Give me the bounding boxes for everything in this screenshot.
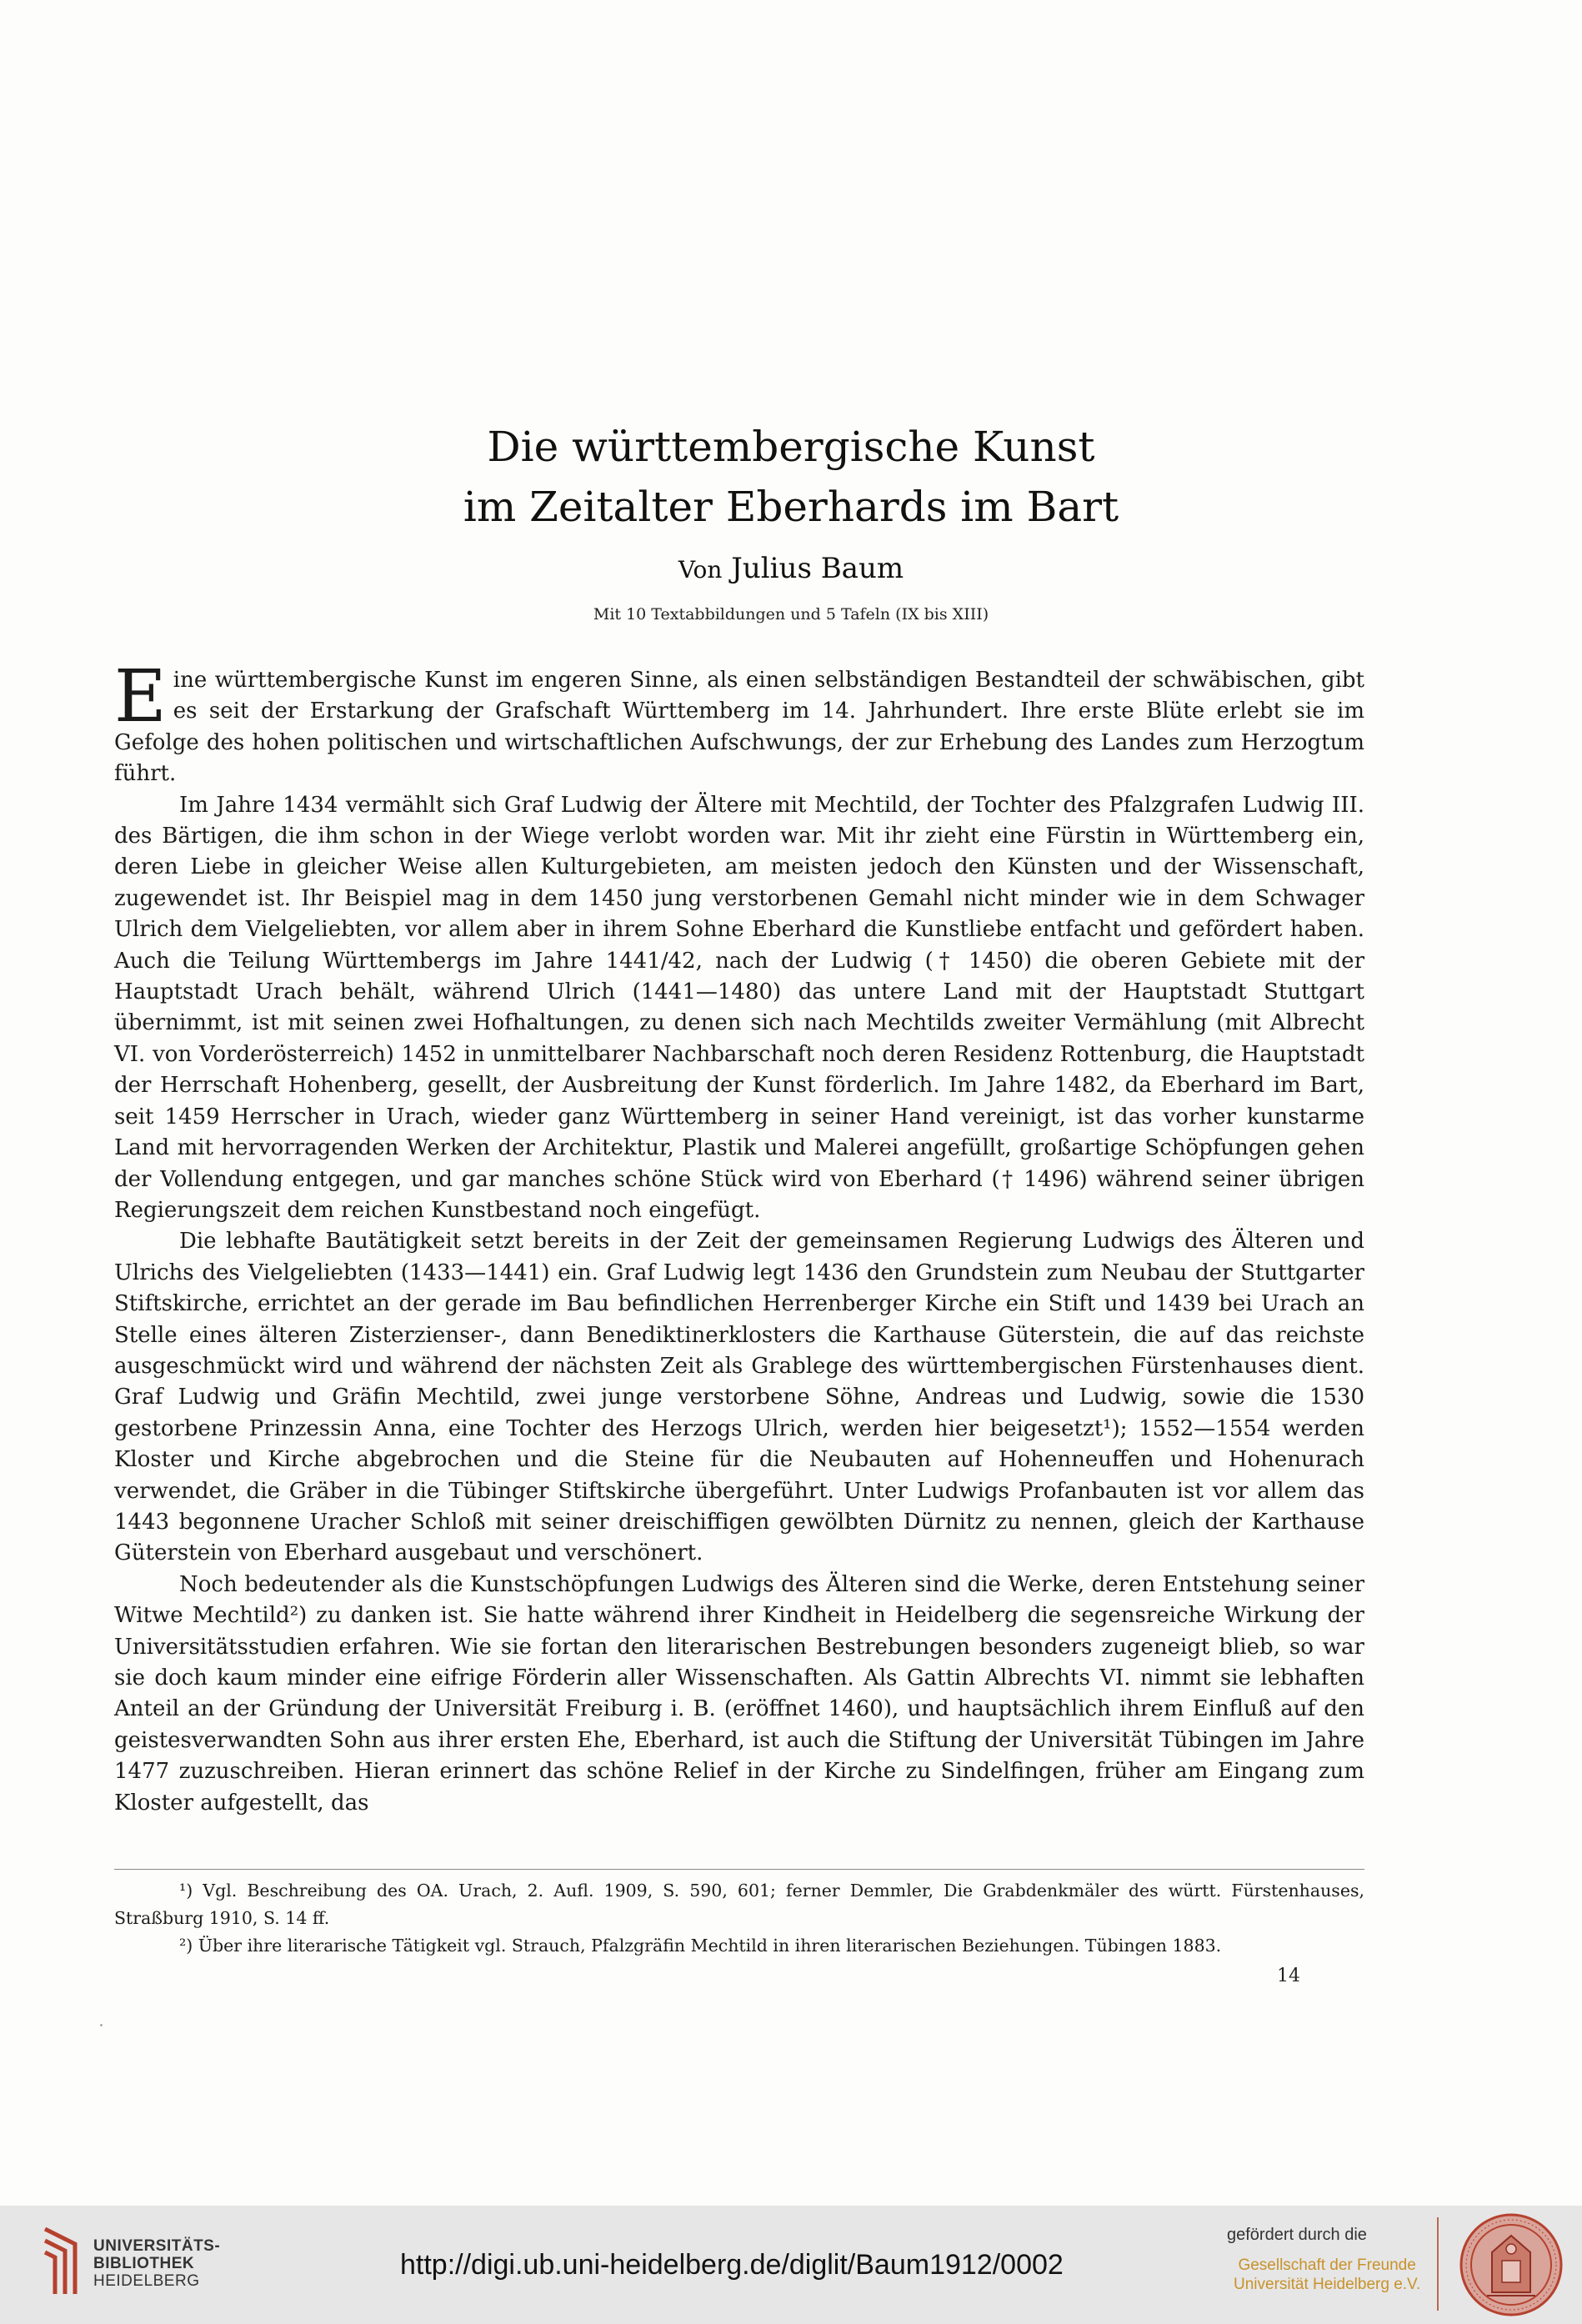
paragraph-1 <box>114 655 1364 790</box>
paragraph-4: Noch bedeutender als die Kunstschöpfungen Ludwigs des Älteren sind die Werke, deren Entstehung seiner Witwe Mechtild²) zu danken ist. Sie hatte während ihrer Kindheit in Heidelberg die segensreiche Wirkung der Universitätsstudien erfahren. Wie sie fortan den literarischen Bestrebungen besonders zugeneigt blieb, so war sie doch kaum minder eine eifrige Förderin aller Wissenschaften. Als Gattin Albrechts VI. nimmt sie lebhaften Anteil an der Gründung der Universität Freiburg i. B. (eröffnet 1460), und hauptsächlich ihrem Einfluß auf den geistesverwandten Sohn aus ihrer ersten Ehe, Eberhard, ist auch die Stiftung der Universität Tübingen im Jahre 1477 zuzuschreiben. Hieran erinnert das schöne Relief in der Kirche zu Sindelfingen, früher am Eingang zum Kloster aufgestellt, das <box>114 1571 1364 1816</box>
paragraph-1-text: ine württembergische Kunst im engeren Sinne, als einen selbständigen Bestandteil der schwäbischen, gibt es seit der Erstarkung der Grafschaft Württemberg im 14. Jahrhundert. Ihre erste Blüte erlebt sie im Gefolge des hohen politischen und wirtschaftlichen Aufschwungs, der zur Erhebung des Landes zum Herzogtum führt. <box>114 668 1364 787</box>
footnote-2: ²) Über ihre literarische Tätigkeit vgl. Strauch, Pfalzgräfin Mechtild in ihren literarischen Beziehungen. Tübingen 1883. <box>179 1936 1222 1956</box>
author-prefix: Von <box>678 556 723 584</box>
permalink-link[interactable]: http://digi.ub.uni-heidelberg.de/diglit/Baum1912/0002 <box>400 2249 1064 2281</box>
author-name: Julius Baum <box>731 552 904 585</box>
library-logo-icon[interactable] <box>40 2226 80 2297</box>
footnote-rule <box>114 1869 1364 1870</box>
sponsor-line-2: Universität Heidelberg e.V. <box>1234 2276 1421 2293</box>
library-line-1: UNIVERSITÄTS- <box>93 2237 221 2255</box>
viewer-footer <box>0 2206 1582 2324</box>
library-line-3: HEIDELBERG <box>93 2272 200 2290</box>
title-line-2: im Zeitalter Eberhards im Bart <box>463 483 1119 531</box>
university-seal-icon[interactable] <box>1459 2212 1564 2317</box>
scan-speck <box>100 2024 103 2026</box>
article-subtitle: Mit 10 Textabbildungen und 5 Tafeln (IX bis XIII) <box>593 605 989 624</box>
paragraph-2: Im Jahre 1434 vermählt sich Graf Ludwig der Ältere mit Mechtild, der Tochter des Pfalzgrafen Ludwig III. des Bärtigen, die ihm schon in der Wiege verlobt worden war. Mit ihr zieht eine Fürstin in Württemberg ein, deren Liebe in gleicher Weise allen Kulturgebieten, am meisten jedoch den Künsten und der Wissenschaft, zugewendet ist. Ihr Beispiel mag in dem 1450 jung verstorbenen Gemahl nicht minder wie in dem Schwager Ulrich dem Vielgeliebten, vor allem aber in ihrem Sohne Eberhard die Kunstliebe entfacht und gefördert haben. Auch die Teilung Württembergs im Jahre 1441/42, nach der Ludwig († 1450) die oberen Gebiete mit der Hauptstadt Urach behält, während Ulrich (1441—1480) das untere Land mit der Hauptstadt Stuttgart übernimmt, ist mit seinen zwei Hofhaltungen, zu denen sich nach Mechtilds zweiter Vermählung (mit Albrecht VI. von Vorderösterreich) 1452 in unmittelbarer Nachbarschaft noch deren Residenz Rottenburg, die Hauptstadt der Herrschaft Hohenberg, gesellt, der Ausbreitung der Kunst förderlich. Im Jahre 1482, da Eberhard im Bart, seit 1459 Herrscher in Urach, wieder ganz Württemberg in seiner Hand vereinigt, ist das vorher kunstarme Land mit hervorragenden Werken der Architektur, Plastik und Malerei angefüllt, großartige Schöpfungen gehen der Vollendung entgegen, und gar manches schöne Stück wird von Eberhard († 1496) während seiner übrigen Regierungszeit dem reichen Kunstbestand noch eingefügt. <box>114 792 1364 1223</box>
sponsor-label: gefördert durch die <box>1227 2226 1367 2244</box>
sponsor-line-1: Gesellschaft der Freunde <box>1238 2256 1416 2274</box>
page-number: 14 <box>1277 1966 1300 1986</box>
drop-cap: E <box>114 655 167 739</box>
article-author <box>0 550 1582 589</box>
article-title <box>0 417 1582 537</box>
title-line-1: Die württembergische Kunst <box>487 423 1095 471</box>
footnotes <box>114 1877 1364 1960</box>
library-name[interactable] <box>93 2237 220 2290</box>
library-line-2: BIBLIOTHEK <box>93 2255 195 2272</box>
article-body <box>114 655 1364 1819</box>
sponsor-name[interactable] <box>1234 2256 1420 2294</box>
paragraph-3: Die lebhafte Bautätigkeit setzt bereits in der Zeit der gemeinsamen Regierung Ludwigs des Älteren und Ulrichs des Vielgeliebten (1433—1441) ein. Graf Ludwig legt 1436 den Grundstein zum Neubau der Stuttgarter Stiftskirche, errichtet an der gerade im Bau befindlichen Herrenberger Kirche ein Stift und 1439 bei Urach an Stelle eines älteren Zisterzienser-, dann Benediktinerklosters die Karthause Güterstein, die auf das reichste ausgeschmückt wird und während der nächsten Zeit als Grablege des württembergischen Fürstenhauses dient. Graf Ludwig und Gräfin Mechtild, zwei junge verstorbene Söhne, Andreas und Ludwig, sowie die 1530 gestorbene Prinzessin Anna, eine Tochter des Herzogs Ulrich, werden hier beigesetzt¹); 1552—1554 werden Kloster und Kirche abgebrochen und die Steine für die Neubauten auf Hohenneuffen und Hohenurach verwendet, die Gräber in die Tübinger Stiftskirche übergeführt. Unter Ludwigs Profanbauten ist vor allem das 1443 begonnene Uracher Schloß mit seiner dreischiffigen gewölbten Dürnitz zu nennen, gleich der Karthause Güterstein von Eberhard ausgebaut und verschönert. <box>114 1229 1364 1566</box>
footnote-1: ¹) Vgl. Beschreibung des OA. Urach, 2. Aufl. 1909, S. 590, 601; ferner Demmler, Die Grabdenkmäler des württ. Fürstenhauses, Straßburg 1910, S. 14 ff. <box>114 1881 1364 1928</box>
footer-divider <box>1437 2217 1439 2311</box>
